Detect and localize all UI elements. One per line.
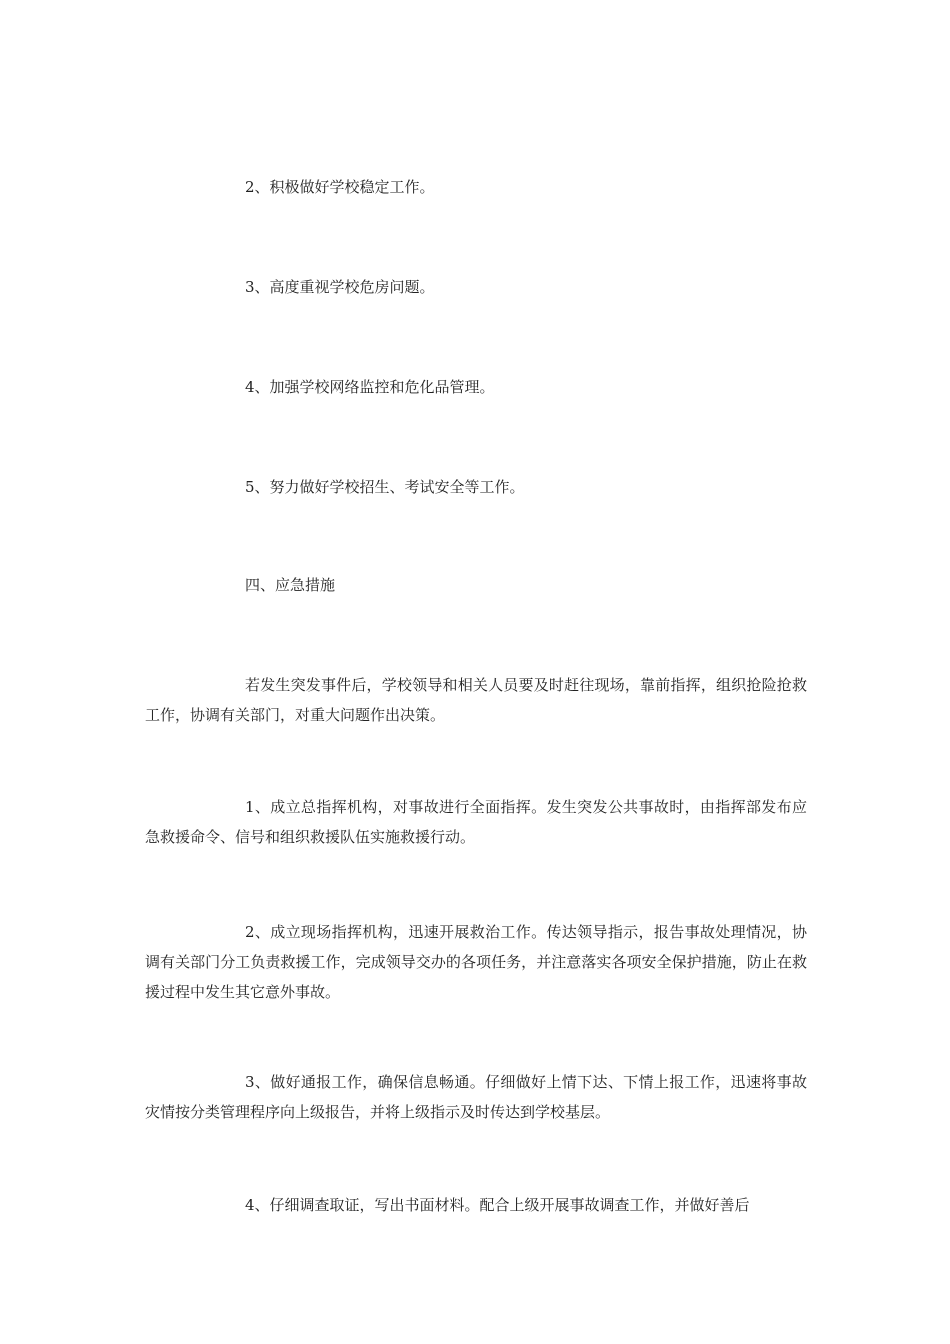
section-heading-emergency-measures: 四、应急措施 [245,576,336,594]
list-item-investigation: 4、仔细调查取证，写出书面材料。配合上级开展事故调查工作，并做好善后 [245,1196,750,1214]
list-item-exam-safety: 5、努力做好学校招生、考试安全等工作。 [245,478,525,496]
list-item-network-monitoring: 4、加强学校网络监控和危化品管理。 [245,378,495,396]
paragraph-intro: 若发生突发事件后，学校领导和相关人员要及时赶往现场，靠前指挥，组织抢险抢救工作，协调有关部门，对重大问题作出决策。 [145,676,807,724]
list-item-reporting: 3、做好通报工作，确保信息畅通。仔细做好上情下达、下情上报工作，迅速将事故灾情按分类管理程序向上级报告，并将上级指示及时传达到学校基层。 [145,1073,807,1121]
list-item-stability: 2、积极做好学校稳定工作。 [245,178,435,196]
list-item-dangerous-buildings: 3、高度重视学校危房问题。 [245,278,435,296]
list-item-command-agency: 1、成立总指挥机构，对事故进行全面指挥。发生突发公共事故时，由指挥部发布应急救援命令、信号和组织救援队伍实施救援行动。 [145,798,807,846]
list-item-onsite-command: 2、成立现场指挥机构，迅速开展救治工作。传达领导指示，报告事故处理情况，协调有关部门分工负责救援工作，完成领导交办的各项任务，并注意落实各项安全保护措施，防止在救援过程中发生其它意外事故。 [145,923,807,1001]
